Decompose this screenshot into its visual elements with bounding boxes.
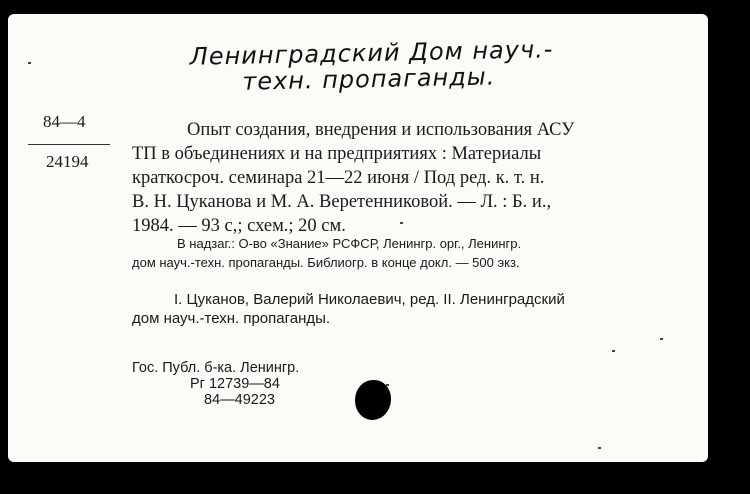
shelfmark-divider xyxy=(28,144,110,145)
holder-line-1: Гос. Публ. б-ка. Ленингр. xyxy=(132,360,300,376)
holding-library xyxy=(132,360,299,408)
tracing-entries xyxy=(132,290,697,328)
handwritten-heading xyxy=(189,36,554,96)
tracing-line-2: дом науч.-техн. пропаганды. xyxy=(132,310,331,327)
entry-line-5: 1984. — 93 с,; схем.; 20 см. xyxy=(132,216,346,236)
entry-line-3: краткосроч. семинара 21—22 июня / Под ред. к. т. н. xyxy=(132,168,545,188)
shelfmark-code-2: 24194 xyxy=(46,152,89,171)
shelfmark-code-1: 84—4 xyxy=(43,112,86,131)
entry-note xyxy=(132,234,697,272)
entry-line-2: ТП в объединениях и на предприятиях : Материалы xyxy=(132,144,542,164)
handwritten-line-1: Ленинградский Дом науч.- xyxy=(189,35,554,71)
holder-line-2: Рг 12739—84 xyxy=(190,376,280,392)
note-line-1: В надзаг.: О-во «Знание» РСФСР, Ленингр. орг., Ленингр. xyxy=(177,236,522,251)
bibliographic-entry xyxy=(132,118,692,238)
tracing-line-1: I. Цуканов, Валерий Николаевич, ред. II. Ленинградский xyxy=(174,291,565,308)
entry-line-1: Опыт создания, внедрения и использования АСУ xyxy=(187,120,575,140)
entry-line-4: В. Н. Цуканова и М. А. Веретенниковой. — Л. : Б. и., xyxy=(132,192,552,212)
holder-line-3: 84—49223 xyxy=(204,392,275,408)
note-line-2: дом науч.-техн. пропаганды. Библиогр. в конце докл. — 500 экз. xyxy=(132,255,520,270)
handwritten-line-2: техн. пропаганды. xyxy=(242,62,496,96)
